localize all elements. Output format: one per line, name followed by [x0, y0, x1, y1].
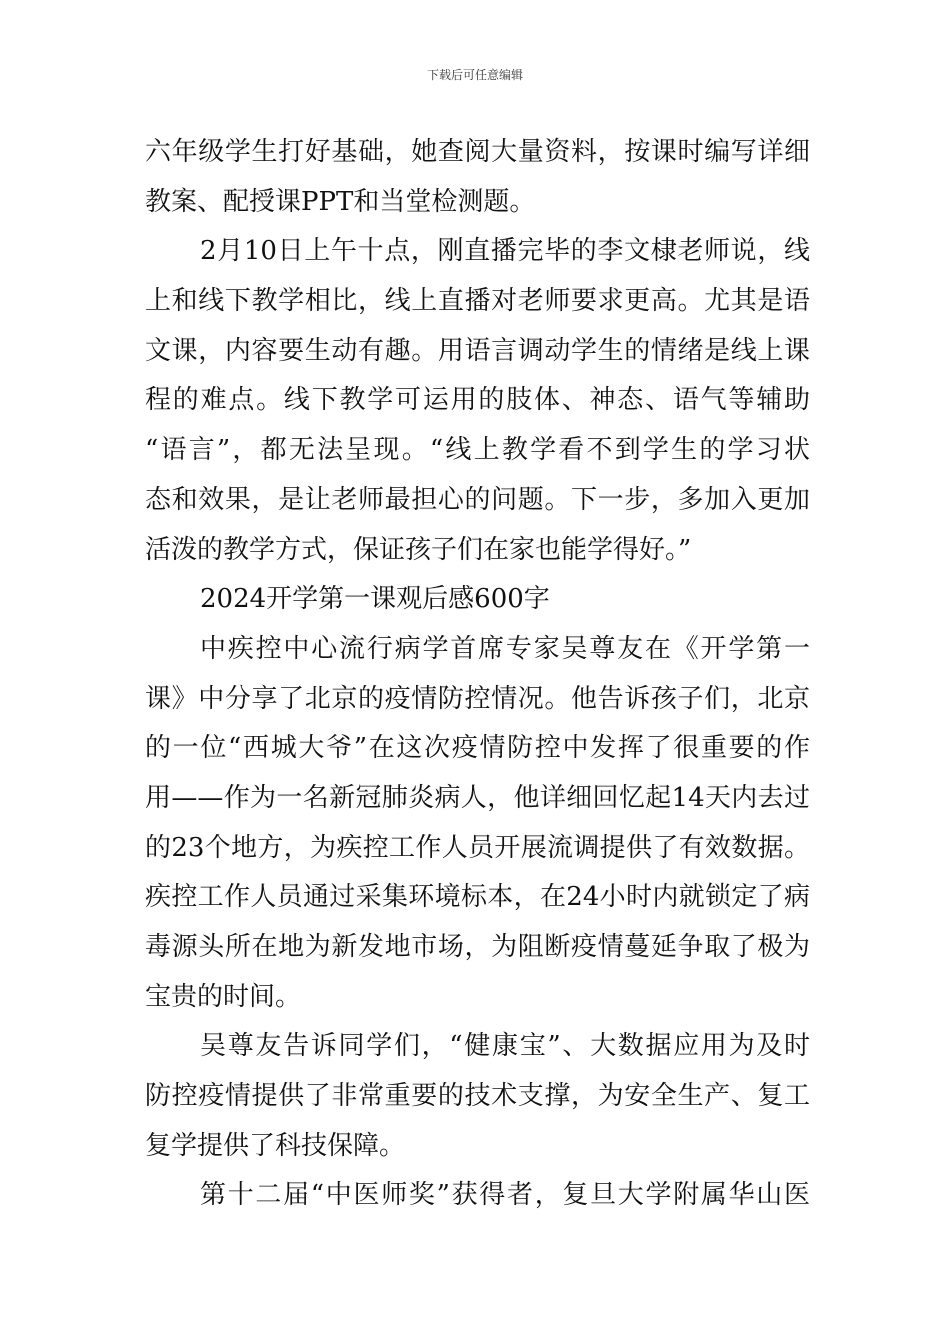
text-line: 防控疫情提供了非常重要的技术支撑，为安全生产、复工 — [145, 1081, 810, 1112]
text-line: 宝贵的时间。 — [145, 981, 302, 1012]
text-line: “语言”，都无法呈现。“线上教学看不到学生的学习状 — [145, 435, 810, 466]
text-line: 中疾控中心流行病学首席专家吴尊友在《开学第一 — [200, 633, 810, 664]
text-line: 吴尊友告诉同学们，“健康宝”、大数据应用为及时 — [200, 1031, 810, 1062]
text-line: 的一位“西城大爷”在这次疫情防控中发挥了很重要的作 — [145, 733, 810, 764]
text-line: 课》中分享了北京的疫情防控情况。他告诉孩子们，北京 — [145, 683, 810, 714]
text-line: 复学提供了科技保障。 — [145, 1130, 406, 1161]
document-body — [145, 128, 810, 1221]
page-header: 下载后可任意编辑 — [426, 68, 523, 82]
text-line: 教案、配授课PPT和当堂检测题。 — [145, 186, 536, 217]
text-line: 疾控工作人员通过采集环境标本，在24小时内就锁定了病 — [145, 882, 810, 913]
text-line: 程的难点。线下教学可运用的肢体、神态、语气等辅助 — [145, 385, 810, 416]
text-line: 2月10日上午十点，刚直播完毕的李文棣老师说，线 — [200, 236, 810, 267]
text-line: 上和线下教学相比，线上直播对老师要求更高。尤其是语 — [145, 286, 810, 317]
text-line: 毒源头所在地为新发地市场，为阻断疫情蔓延争取了极为 — [145, 932, 810, 962]
text-line: 文课，内容要生动有趣。用语言调动学生的情绪是线上课 — [145, 335, 810, 366]
section-title: 2024开学第一课观后感600字 — [200, 584, 550, 615]
text-line: 态和效果，是让老师最担心的问题。下一步，多加入更加 — [145, 484, 810, 515]
text-line: 的23个地方，为疾控工作人员开展流调提供了有效数据。 — [145, 832, 810, 863]
text-line: 第十二届“中医师奖”获得者，复旦大学附属华山医 — [200, 1180, 810, 1211]
text-line: 六年级学生打好基础，她查阅大量资料，按课时编写详细 — [145, 137, 810, 167]
text-line: 活泼的教学方式，保证孩子们在家也能学得好。” — [145, 534, 692, 565]
text-line: 用——作为一名新冠肺炎病人，他详细回忆起14天内去过 — [145, 782, 810, 813]
